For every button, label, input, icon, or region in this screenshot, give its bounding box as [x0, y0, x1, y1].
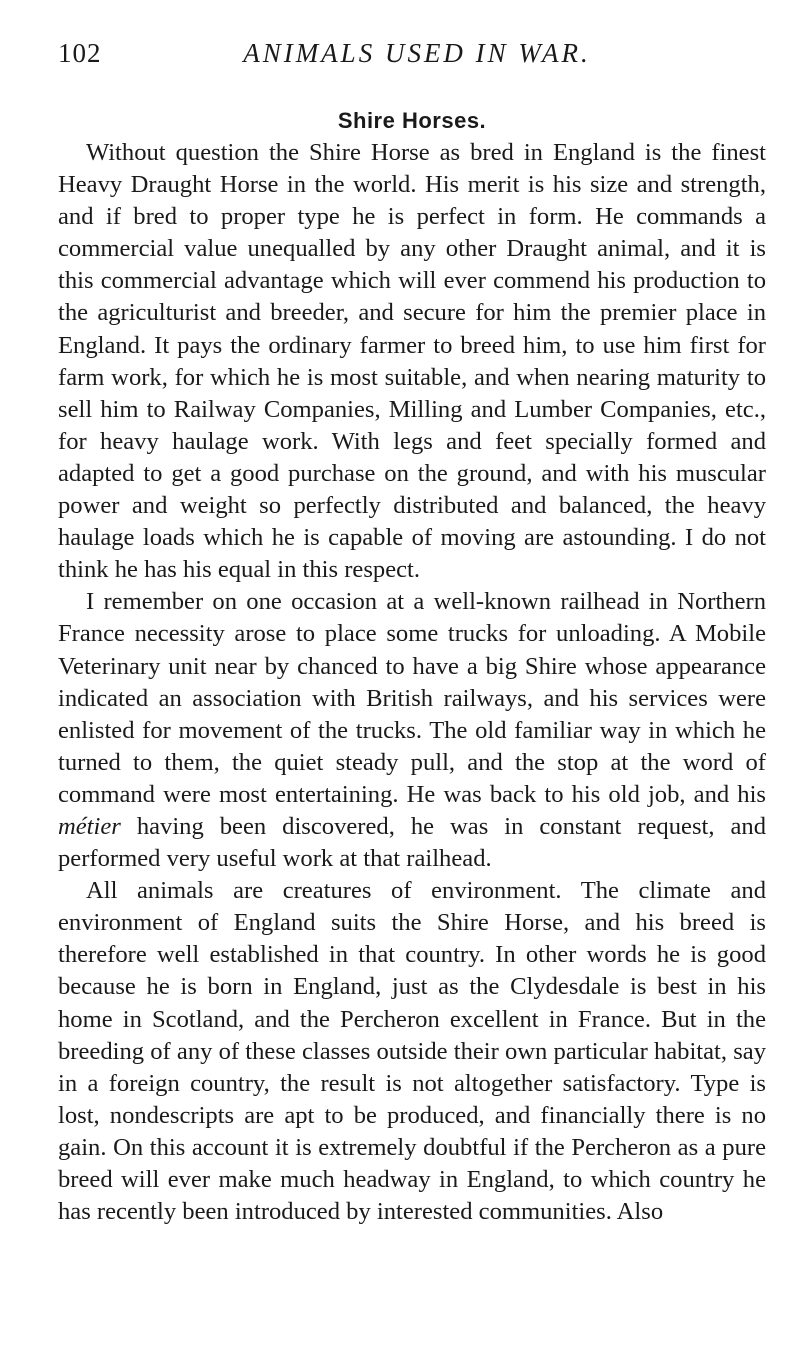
paragraph: All animals are creatures of environment. The climate and environment of England suits the Shire Horse, and his breed is therefore well established in that country. In other words he is good because he is born in England, just as the Clydesdale is best in his home in Scotland, and the Percheron excellent in France. But in the breeding of any of these classes outside their own particular habitat, say in a foreign country, the result is not altogether satisfactory. Type is lost, nondescripts are apt to be produced, and financially there is no gain. On this account it is extremely doubtful if the Percheron as a pure breed will ever make much headway in England, to which country he has recently been introduced by interested communities. Also [58, 877, 766, 1226]
paragraph-text: having been discovered, he was in constant request, and performed very useful work at that railhead. [58, 812, 766, 873]
paragraph [58, 586, 766, 875]
paragraph-text: I remember on one occasion at a well-known railhead in Northern France necessity arose to place some trucks for unloading. A Mobile Veterinary unit near by chanced to have a big Shire whose appearance indicated an association with British railways, and his services were enlisted for movement of the trucks. The old familiar way in which he turned to them, the quiet steady pull, and the stop at the word of command were most entertaining. He was back to his old job, and his [58, 588, 766, 808]
section-heading: Shire Horses. [337, 108, 487, 133]
running-title: ANIMALS USED IN WAR. [243, 38, 591, 68]
emphasized-word: métier [58, 812, 121, 840]
body-text [58, 137, 766, 1228]
page-number: 102 [58, 38, 102, 68]
book-page [58, 38, 766, 1228]
running-head [58, 38, 766, 84]
paragraph: Without question the Shire Horse as bred in England is the finest Heavy Draught Horse in the world. His merit is his size and strength, and if bred to proper type he is perfect in form. He commands a commercial value unequalled by any other Draught animal, and it is this commercial advantage which will ever commend his production to the agriculturist and breeder, and secure for him the premier place in England. It pays the ordinary farmer to breed him, to use him first for farm work, for which he is most suitable, and when nearing maturity to sell him to Railway Companies, Milling and Lumber Companies, etc., for heavy haulage work. With legs and feet specially formed and adapted to get a good purchase on the ground, and with his muscular power and weight so perfectly distributed and balanced, the heavy haulage loads which he is capable of moving are astounding. I do not think he has his equal in this respect. [58, 139, 766, 584]
